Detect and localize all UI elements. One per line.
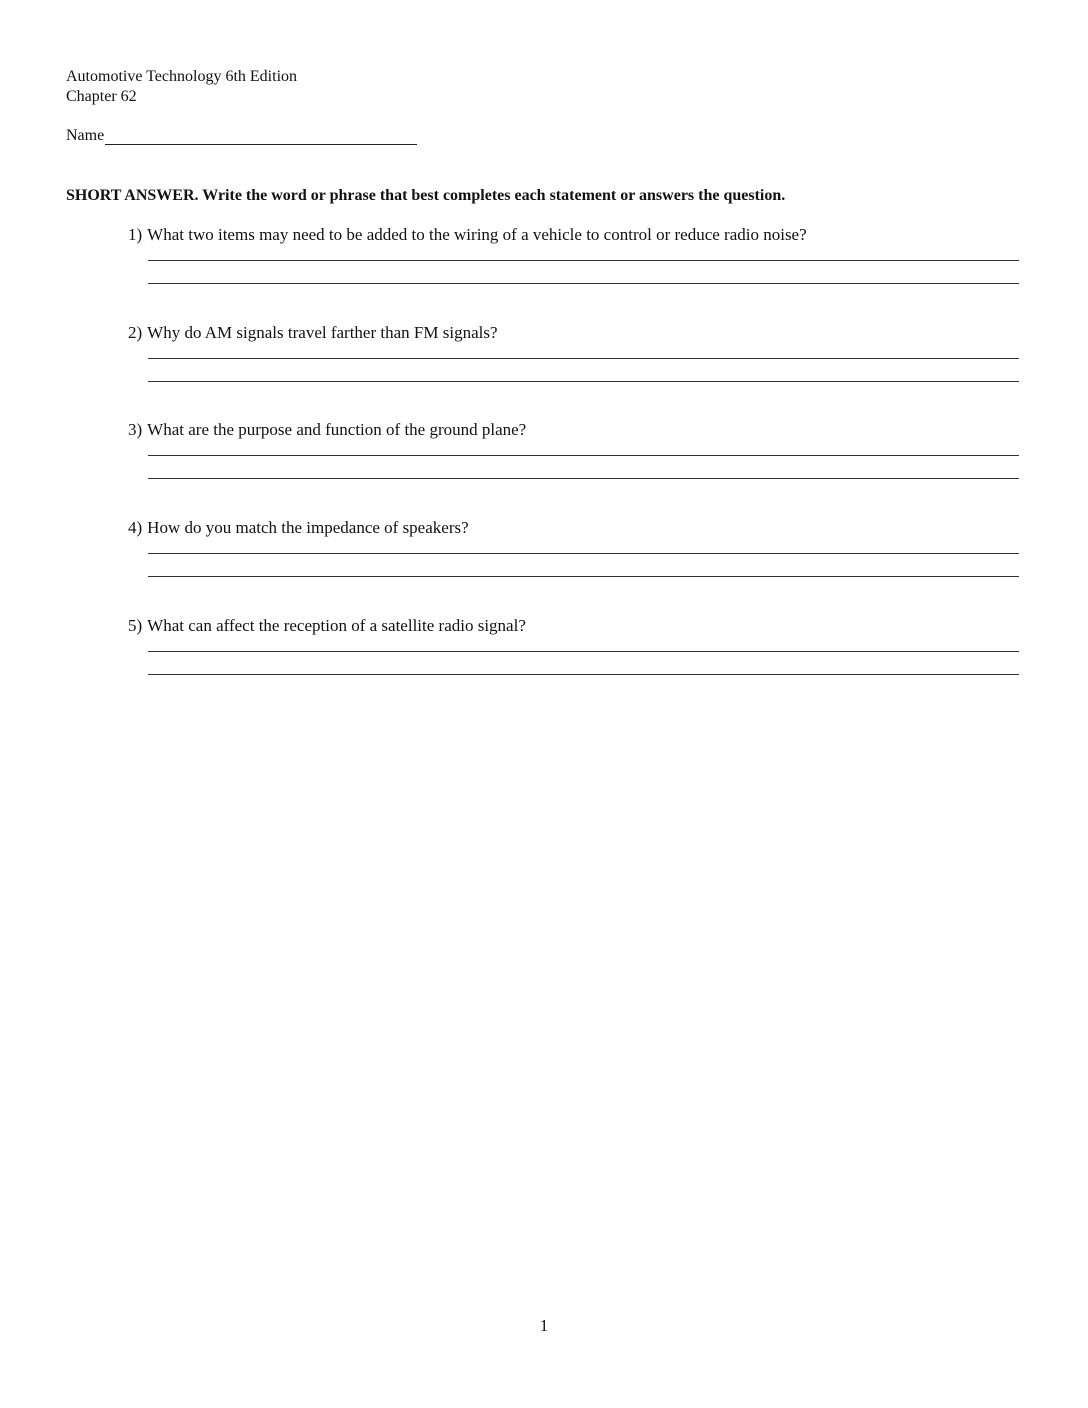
answer-line[interactable]: [148, 478, 1019, 479]
question-number: 2): [128, 323, 143, 342]
chapter-label: Chapter 62: [66, 88, 137, 105]
answer-line[interactable]: [148, 576, 1019, 577]
question-item: [128, 323, 1020, 343]
question-item: [128, 518, 1020, 538]
question-item: [128, 420, 1020, 440]
question-number: 3): [128, 420, 143, 439]
question-number: 1): [128, 225, 143, 244]
question-text: What can affect the reception of a satellite radio signal?: [147, 616, 526, 635]
question-number: 5): [128, 616, 143, 635]
section-instructions: SHORT ANSWER. Write the word or phrase that best completes each statement or answers the question.: [66, 187, 786, 204]
page-number: 1: [539, 1316, 549, 1335]
question-number: 4): [128, 518, 143, 537]
answer-line[interactable]: [148, 260, 1019, 261]
answer-line[interactable]: [148, 283, 1019, 284]
answer-line[interactable]: [148, 553, 1019, 554]
answer-line[interactable]: [148, 381, 1019, 382]
name-row: [66, 126, 417, 145]
name-label: Name: [66, 127, 105, 144]
name-blank-line[interactable]: [105, 128, 417, 145]
document-title: Automotive Technology 6th Edition: [66, 68, 298, 85]
question-text: What two items may need to be added to the wiring of a vehicle to control or reduce radio noise?: [147, 225, 807, 244]
question-text: Why do AM signals travel farther than FM signals?: [147, 323, 498, 342]
question-text: What are the purpose and function of the ground plane?: [147, 420, 527, 439]
answer-line[interactable]: [148, 358, 1019, 359]
question-text: How do you match the impedance of speakers?: [147, 518, 469, 537]
question-item: [128, 616, 1020, 636]
answer-line[interactable]: [148, 674, 1019, 675]
answer-line[interactable]: [148, 651, 1019, 652]
answer-line[interactable]: [148, 455, 1019, 456]
question-item: [128, 225, 1020, 245]
